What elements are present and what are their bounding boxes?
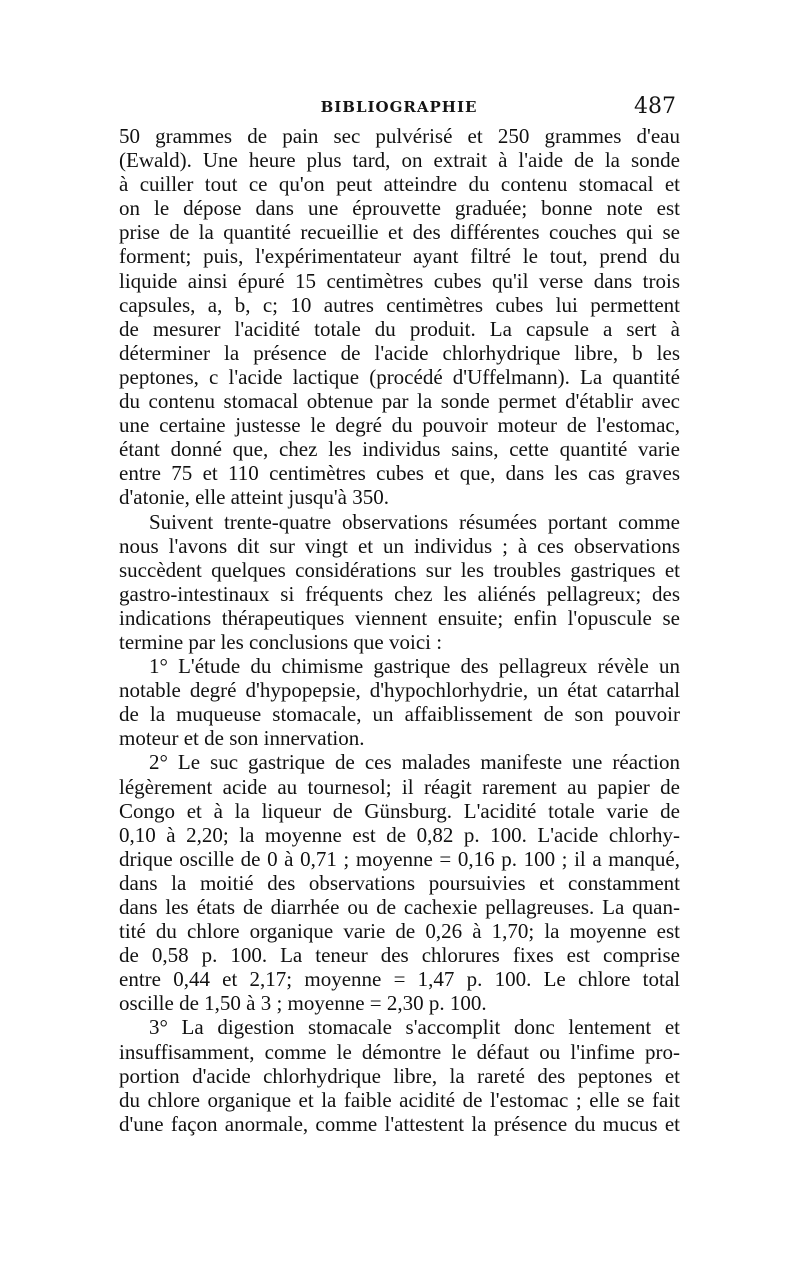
text-line: indications thérapeutiques viennent ensuite; enfin l'opuscule se — [119, 605, 680, 630]
text-line: 50 grammes de pain sec pulvérisé et 250 grammes d'eau — [119, 124, 680, 148]
text-line: (Ewald). Une heure plus tard, on extrait à l'aide de la sonde — [119, 148, 680, 173]
text-line: drique oscille de 0 à 0,71 ; moyenne = 0,16 p. 100 ; il a manqué, — [119, 846, 680, 871]
body-text — [119, 124, 680, 1136]
text-line: Congo et à la liqueur de Günsburg. L'acidité totale varie de — [119, 798, 680, 823]
text-line: forment; puis, l'expérimentateur ayant filtré le tout, prend du — [119, 244, 680, 269]
text-line: portion d'acide chlorhydrique libre, la rareté des peptones et — [119, 1063, 680, 1088]
text-line: une certaine justesse le degré du pouvoir moteur de l'estomac, — [119, 413, 680, 438]
text-line: peptones, c l'acide lactique (procédé d'Uffelmann). La quantité — [119, 364, 680, 389]
text-line: oscille de 1,50 à 3 ; moyenne = 2,30 p. 100. — [119, 991, 487, 1016]
text-line: dans les états de diarrhée ou de cachexie pellagreuses. La quan- — [119, 895, 680, 919]
text-line: notable degré d'hypopepsie, d'hypochlorhydrie, un état catarrhal — [119, 678, 680, 703]
text-line: entre 0,44 et 2,17; moyenne = 1,47 p. 100. Le chlore total — [119, 967, 680, 992]
text-line: capsules, a, b, c; 10 autres centimètres cubes lui permettent — [119, 292, 680, 317]
text-line: entre 75 et 110 centimètres cubes et que, dans les cas graves — [119, 461, 680, 486]
text-line: de 0,58 p. 100. La teneur des chlorures fixes est comprise — [119, 943, 680, 968]
text-line: insuffisamment, comme le démontre le défaut ou l'infime pro- — [119, 1039, 680, 1064]
text-line: gastro-intestinaux si fréquents chez les aliénés pellagreux; des — [119, 581, 680, 606]
text-line: étant donné que, chez les individus sains, cette quantité varie — [119, 437, 680, 462]
text-line: du chlore organique et la faible acidité de l'estomac ; elle se fait — [119, 1087, 680, 1112]
text-line: de la muqueuse stomacale, un affaiblissement de son pouvoir — [119, 702, 680, 727]
page-header — [118, 94, 680, 124]
text-line: légèrement acide au tournesol; il réagit rarement au papier de — [119, 774, 680, 799]
text-line: 2° Le suc gastrique de ces malades manifeste une réaction — [149, 750, 680, 775]
running-title: BIBLIOGRAPHIE — [320, 98, 478, 116]
text-line: à cuiller tout ce qu'on peut atteindre du contenu stomacal et — [119, 172, 680, 197]
text-line: 1° L'étude du chimisme gastrique des pellagreux révèle un — [149, 654, 680, 679]
text-line: d'une façon anormale, comme l'attestent la présence du mucus et — [119, 1111, 680, 1136]
text-line: de mesurer l'acidité totale du produit. La capsule a sert à — [119, 316, 680, 341]
text-line: déterminer la présence de l'acide chlorhydrique libre, b les — [119, 340, 680, 365]
text-line: du contenu stomacal obtenue par la sonde permet d'établir avec — [119, 389, 680, 414]
page-number: 487 — [634, 94, 676, 119]
text-line: tité du chlore organique varie de 0,26 à 1,70; la moyenne est — [119, 919, 680, 944]
text-line: Suivent trente-quatre observations résumées portant comme — [149, 509, 680, 534]
text-line: 3° La digestion stomacale s'accomplit donc lentement et — [149, 1015, 680, 1040]
text-line: succèdent quelques considérations sur les troubles gastriques et — [119, 557, 680, 582]
text-line: termine par les conclusions que voici : — [119, 629, 443, 654]
text-line: d'atonie, elle atteint jusqu'à 350. — [119, 485, 389, 510]
text-line: on le dépose dans une éprouvette graduée; bonne note est — [119, 196, 680, 221]
text-line: prise de la quantité recueillie et des différentes couches qui se — [119, 220, 680, 245]
text-line: moteur et de son innervation. — [119, 726, 365, 751]
text-line: nous l'avons dit sur vingt et un individus ; à ces observations — [119, 533, 680, 558]
text-line: liquide ainsi épuré 15 centimètres cubes qu'il verse dans trois — [119, 268, 680, 293]
text-line: dans la moitié des observations poursuivies et constamment — [119, 870, 680, 895]
text-line: 0,10 à 2,20; la moyenne est de 0,82 p. 100. L'acide chlorhy- — [119, 822, 680, 847]
